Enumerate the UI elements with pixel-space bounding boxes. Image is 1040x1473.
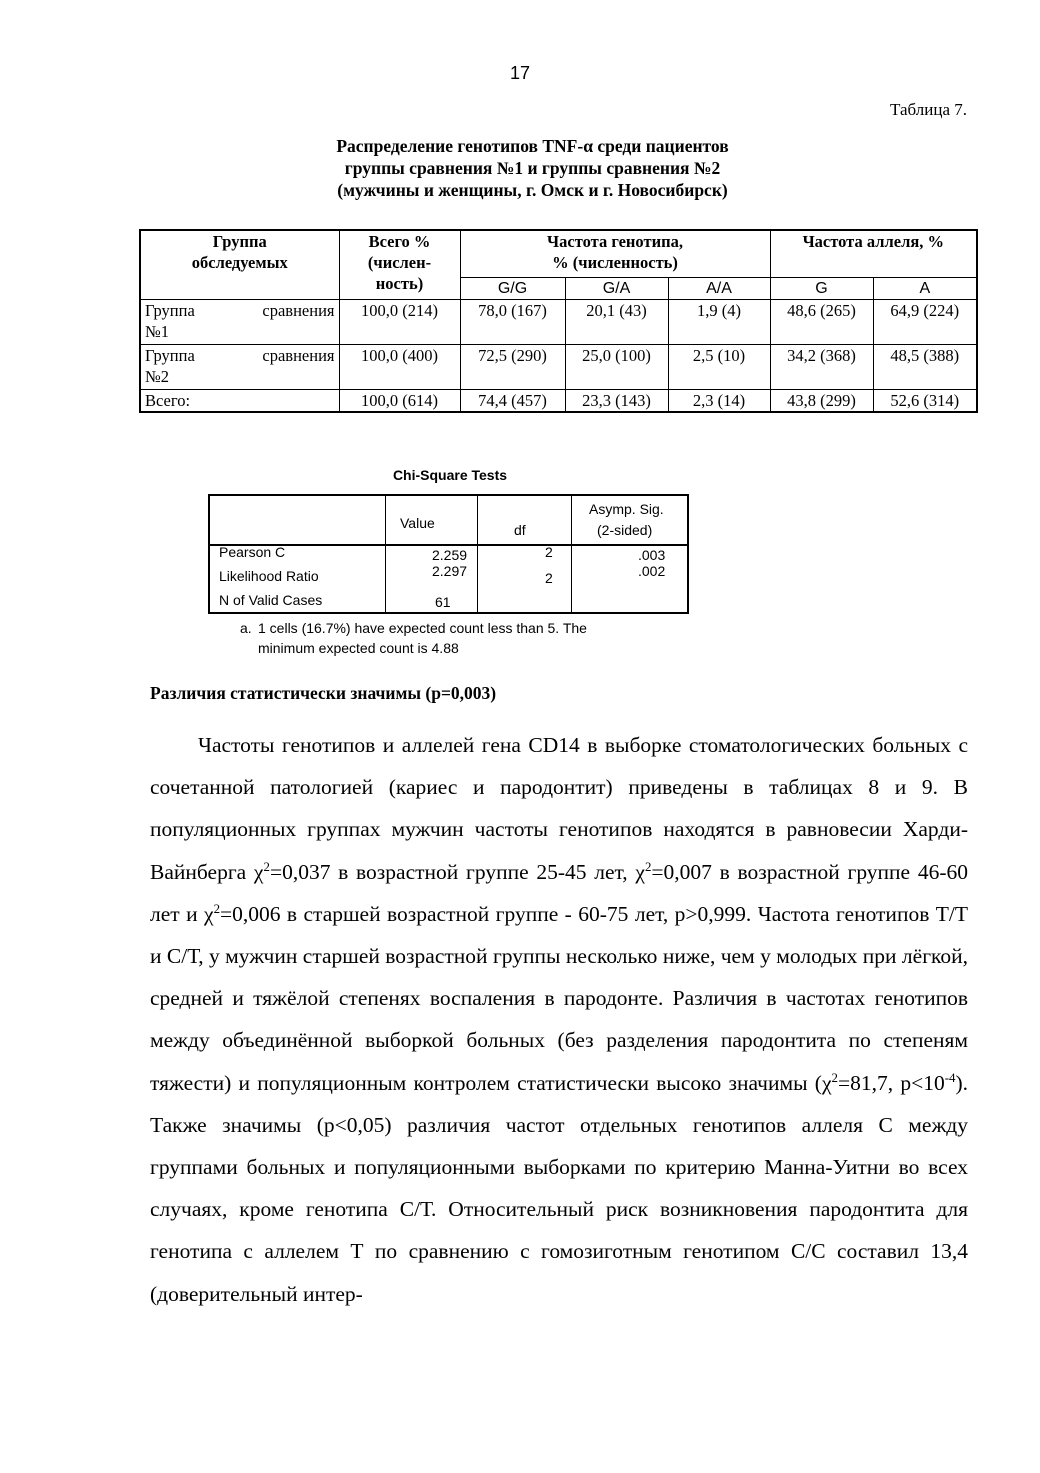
chi-square-footnote: a. 1 cells (16.7%) have expected count less than 5. The minimum expected count is 4.88 bbox=[240, 620, 587, 656]
cell-ga: 25,0 (100) bbox=[565, 344, 668, 389]
header-aa: A/A bbox=[668, 277, 770, 299]
header-ga: G/A bbox=[565, 277, 668, 299]
cell-value: 2.297 bbox=[432, 563, 468, 579]
header-total: Всего % (числен- ность) bbox=[339, 230, 460, 299]
table-label: Таблица 7. bbox=[890, 100, 967, 119]
row-label-valid-cases: N of Valid Cases bbox=[219, 592, 323, 608]
cell-total: 100,0 (400) bbox=[339, 344, 460, 389]
header-gg: G/G bbox=[460, 277, 565, 299]
cell-ga: 20,1 (43) bbox=[565, 299, 668, 344]
row-group: Всего: bbox=[140, 389, 339, 412]
header-group: Группа обследуемых bbox=[140, 230, 339, 299]
chi-square-table bbox=[208, 494, 689, 614]
header-g: G bbox=[770, 277, 873, 299]
chi-square-title: Chi-Square Tests bbox=[392, 467, 508, 483]
row-label-likelihood: Likelihood Ratio bbox=[219, 568, 319, 584]
cell-sig: .002 bbox=[638, 563, 666, 579]
row-group: Группа сравнения №2 bbox=[140, 344, 339, 389]
cell-a: 52,6 (314) bbox=[873, 389, 977, 412]
cell-aa: 1,9 (4) bbox=[668, 299, 770, 344]
cell-aa: 2,5 (10) bbox=[668, 344, 770, 389]
table-row bbox=[140, 299, 977, 344]
cell-df: 2 bbox=[545, 570, 553, 586]
table-row bbox=[140, 389, 977, 412]
cell-sig: .003 bbox=[638, 547, 666, 563]
cell-value: 61 bbox=[435, 594, 451, 610]
header-allele-frequency: Частота аллеля, % bbox=[770, 230, 977, 277]
table-row bbox=[140, 344, 977, 389]
header-a: A bbox=[873, 277, 977, 299]
header-df: df bbox=[514, 522, 526, 538]
cell-ga: 23,3 (143) bbox=[565, 389, 668, 412]
header-value: Value bbox=[400, 515, 435, 531]
cell-df: 2 bbox=[545, 544, 553, 560]
cell-gg: 74,4 (457) bbox=[460, 389, 565, 412]
table-title bbox=[200, 135, 865, 201]
cell-gg: 72,5 (290) bbox=[460, 344, 565, 389]
row-label-pearson: Pearson C bbox=[219, 544, 286, 560]
cell-g: 43,8 (299) bbox=[770, 389, 873, 412]
page-number: 17 bbox=[509, 63, 531, 83]
table-title-line-2: группы сравнения №1 и группы сравнения №2 bbox=[344, 158, 721, 178]
body-paragraph: Частоты генотипов и аллелей гена CD14 в выборке стоматологических больных с сочетанной патологией (кариес и пародонтит) приведены в таблицах 8 и 9. В популяционных группах мужчин частоты генотипов находятся в равновесии Харди-Вайнберга $\chi^2=0,037$ в возрастной группе 25-45 лет, $\chi^2=0,007$ в возрастной группе 46-60 лет и $\chi^2=0,006$ в старшей возрастной группе - 60-75 лет, р>0,999. Частота генотипов Т/Т и С/Т, у мужчин старшей возрастной группы несколько ниже, чем у молодых при лёгкой, средней и тяжёлой степенях воспаления в пародонте. Различия в частотах генотипов между объединённой выборкой больных (без разделения пародонтита по степеням тяжести) и популяционным контролем статистически высоко значимы ($\chi^2=81,7$, $р<10^{-4}$). Также значимы (р<0,05) различия частот отдельных генотипов аллеля С между группами больных и популяционными выборками по критерию Манна-Уитни во всех случаях, кроме генотипа С/Т. Относительный риск возникновения пародонтита для генотипа с аллелем Т по сравнению с гомозиготным генотипом С/С составил 13,4 (доверительный интер- bbox=[150, 733, 969, 1306]
header-sig-line-2: (2-sided) bbox=[597, 522, 653, 538]
result-statement: Различия статистически значимы (р=0,003) bbox=[150, 683, 497, 703]
cell-value: 2.259 bbox=[432, 547, 468, 563]
cell-gg: 78,0 (167) bbox=[460, 299, 565, 344]
cell-a: 48,5 (388) bbox=[873, 344, 977, 389]
cell-g: 48,6 (265) bbox=[770, 299, 873, 344]
cell-total: 100,0 (214) bbox=[339, 299, 460, 344]
genotype-distribution-table bbox=[139, 229, 978, 413]
row-group: Группа сравнения №1 bbox=[140, 299, 339, 344]
table-title-line-1: Распределение генотипов TNF-α среди пациентов bbox=[336, 136, 729, 156]
header-sig-line-1: Asymp. Sig. bbox=[589, 501, 664, 517]
cell-a: 64,9 (224) bbox=[873, 299, 977, 344]
cell-aa: 2,3 (14) bbox=[668, 389, 770, 412]
cell-g: 34,2 (368) bbox=[770, 344, 873, 389]
header-genotype-frequency: Частота генотипа, % (численность) bbox=[460, 230, 770, 277]
table-title-line-3: (мужчины и женщины, г. Омск и г. Новосибирск) bbox=[337, 180, 728, 200]
cell-total: 100,0 (614) bbox=[339, 389, 460, 412]
